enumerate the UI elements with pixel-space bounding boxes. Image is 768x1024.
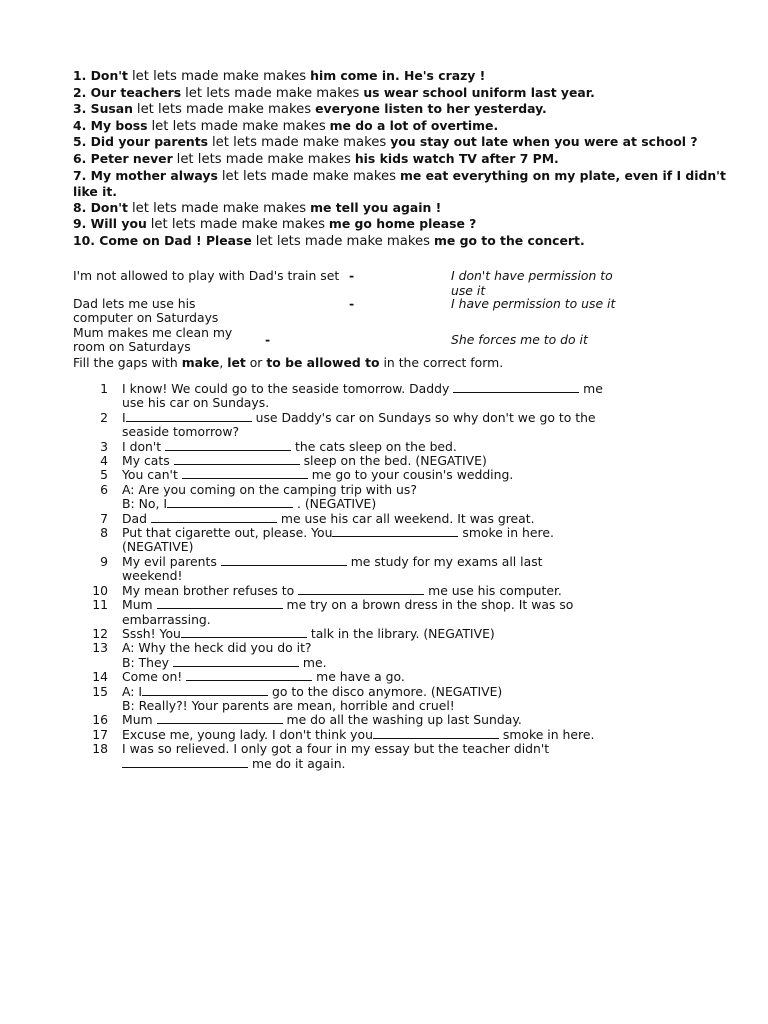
exercise-segment: me use his computer. — [424, 582, 562, 598]
exercise-segment: Mum — [122, 712, 157, 728]
exercise-text — [122, 613, 622, 627]
exercise-text — [122, 699, 622, 713]
exercise-segment: I know! We could go to the seaside tomorrow. Daddy — [122, 381, 454, 396]
exercise-segment: me study for my exams all last — [346, 553, 543, 569]
sentence-end: me do a lot of overtime. — [329, 117, 499, 133]
sentence-end: everyone listen to her yesterday. — [315, 101, 547, 117]
table-dash: - — [265, 332, 271, 347]
exercise-line — [0, 497, 768, 511]
exercise-segment: smoke in here. — [458, 525, 554, 541]
exercise-number: 13 — [92, 640, 108, 656]
sentence-start: 1. Don't — [73, 68, 128, 83]
exercise-number — [0, 699, 108, 713]
gap-fill-exercise — [0, 382, 768, 771]
answer-gap[interactable] — [122, 758, 248, 768]
sentence-line — [73, 85, 733, 102]
verb-options: let lets made make makes — [255, 233, 430, 249]
verb-options: let lets made make makes — [151, 118, 326, 134]
exercise-segment: Come on! — [122, 669, 187, 685]
exercise-line — [0, 713, 768, 727]
exercise-line — [0, 613, 768, 627]
exercise-number — [0, 656, 108, 670]
exercise-segment: the cats sleep on the bed. — [291, 438, 457, 454]
answer-gap[interactable] — [182, 469, 308, 479]
exercise-segment: I don't — [122, 438, 166, 454]
exercise-line — [0, 757, 768, 771]
instructions — [73, 355, 503, 370]
sentence-start: 10. Come on Dad ! Please — [73, 232, 252, 248]
exercise-line — [0, 569, 768, 583]
exercise-line — [0, 670, 768, 684]
table-row-right: I don't have permission to use it — [451, 268, 613, 298]
exercise-segment: go to the disco anymore. (NEGATIVE) — [268, 683, 503, 699]
exercise-segment: use Daddy's car on Sundays so why don't we go to the — [251, 409, 596, 425]
exercise-line — [0, 742, 768, 756]
exercise-text — [122, 483, 622, 497]
table-dash: - — [349, 268, 355, 283]
answer-gap[interactable] — [167, 498, 293, 508]
exercise-line — [0, 685, 768, 699]
exercise-line — [0, 382, 768, 396]
exercise-text — [122, 627, 622, 641]
exercise-text — [122, 685, 622, 699]
exercise-text — [122, 411, 622, 425]
exercise-line — [0, 598, 768, 612]
exercise-segment: me do it again. — [248, 755, 346, 771]
exercise-segment: use his car on Sundays. — [122, 395, 270, 411]
exercise-number: 8 — [100, 525, 108, 541]
exercise-text — [122, 742, 622, 756]
exercise-number: 10 — [92, 582, 108, 598]
exercise-number: 18 — [92, 741, 108, 757]
exercise-number: 3 — [100, 438, 108, 454]
sentence-start: 8. Don't — [73, 199, 128, 215]
exercise-number: 15 — [92, 683, 108, 699]
answer-gap[interactable] — [298, 585, 424, 595]
exercise-text — [122, 656, 622, 670]
verb-options: let lets made make makes — [212, 135, 387, 151]
exercise-text — [122, 440, 622, 454]
answer-gap[interactable] — [453, 383, 579, 393]
exercise-number — [0, 396, 108, 410]
exercise-segment: sleep on the bed. (NEGATIVE) — [299, 453, 487, 469]
sentence-start: 4. My boss — [73, 117, 148, 133]
sentence-end: me go to the concert. — [433, 232, 585, 248]
answer-gap[interactable] — [373, 729, 499, 739]
sentence-line — [73, 134, 733, 151]
exercise-segment: B: They — [122, 654, 173, 670]
sentence-start: 2. Our teachers — [73, 84, 182, 100]
verb-options: let lets made make makes — [221, 168, 397, 184]
instruction-let: let — [227, 355, 246, 370]
exercise-number: 2 — [100, 409, 108, 425]
exercise-segment: My cats — [122, 453, 174, 469]
sentence-line — [73, 168, 733, 200]
exercise-segment: Mum — [122, 597, 157, 613]
exercise-line — [0, 728, 768, 742]
sentence-end: us wear school uniform last year. — [363, 84, 595, 100]
exercise-segment: (NEGATIVE) — [122, 539, 194, 555]
answer-gap[interactable] — [332, 527, 458, 537]
exercise-line — [0, 512, 768, 526]
exercise-segment: Dad — [122, 510, 151, 526]
table-row-right: She forces me to do it — [451, 332, 588, 347]
sentence-line — [73, 118, 733, 135]
exercise-segment: My evil parents — [122, 553, 221, 569]
exercise-text — [122, 540, 622, 554]
exercise-text — [122, 598, 622, 612]
exercise-line — [0, 440, 768, 454]
exercise-number: 9 — [100, 553, 108, 569]
table-row-left: Mum makes me clean my room on Saturdays — [73, 325, 233, 355]
exercise-text — [122, 569, 622, 583]
exercise-segment: me — [579, 381, 603, 396]
exercise-segment: me go to your cousin's wedding. — [307, 467, 514, 483]
exercise-text — [122, 641, 622, 655]
instruction-text: Fill the gaps with — [73, 355, 182, 370]
exercise-segment: me use his car all weekend. It was great. — [276, 510, 535, 526]
exercise-text — [122, 454, 622, 468]
exercise-number — [0, 425, 108, 439]
sentence-line — [73, 68, 733, 85]
exercise-segment: B: No, I — [122, 496, 167, 512]
sentence-line — [73, 101, 733, 118]
exercise-number: 14 — [92, 669, 108, 685]
exercise-segment: A: Are you coming on the camping trip with us? — [122, 481, 417, 497]
exercise-text — [122, 526, 622, 540]
exercise-text — [122, 497, 622, 511]
exercise-number: 4 — [100, 453, 108, 469]
exercise-segment: me do all the washing up last Sunday. — [282, 712, 522, 728]
answer-gap[interactable] — [181, 628, 307, 638]
verb-options: let lets made make makes — [131, 69, 307, 84]
sentence-start: 9. Will you — [73, 216, 147, 232]
exercise-text — [122, 512, 622, 526]
exercise-segment: . (NEGATIVE) — [293, 496, 377, 512]
exercise-number — [0, 757, 108, 771]
exercise-segment: me have a go. — [312, 669, 405, 685]
answer-gap[interactable] — [157, 599, 283, 609]
sentence-start: 3. Susan — [73, 101, 133, 117]
instruction-text: in the correct form. — [379, 355, 504, 370]
sentence-end: me tell you again ! — [310, 199, 442, 215]
exercise-text — [122, 670, 622, 684]
exercise-line — [0, 483, 768, 497]
exercise-line — [0, 468, 768, 482]
table-dash: - — [349, 296, 355, 311]
exercise-segment: I was so relieved. I only got a four in my essay but the teacher didn't — [122, 741, 550, 757]
instruction-allowed: to be allowed to — [266, 355, 380, 370]
exercise-segment: I — [122, 409, 126, 425]
exercise-text — [122, 728, 622, 742]
sentence-line — [73, 216, 733, 233]
exercise-segment: B: Really?! Your parents are mean, horrible and cruel! — [122, 697, 455, 713]
exercise-segment: Sssh! You — [122, 625, 181, 641]
answer-gap[interactable] — [142, 686, 268, 696]
exercise-line — [0, 555, 768, 569]
instruction-text: or — [245, 355, 267, 370]
sentence-start: 6. Peter never — [73, 150, 173, 166]
exercise-line — [0, 411, 768, 425]
exercise-line — [0, 540, 768, 554]
exercise-number: 6 — [100, 481, 108, 497]
exercise-text — [122, 713, 622, 727]
answer-gap[interactable] — [173, 657, 299, 667]
verb-options: let lets made make makes — [136, 102, 312, 118]
sentence-end: him come in. He's crazy ! — [310, 68, 486, 83]
sentence-end: me go home please ? — [328, 216, 477, 232]
exercise-segment: embarrassing. — [122, 611, 211, 627]
exercise-line — [0, 627, 768, 641]
exercise-text — [122, 425, 622, 439]
exercise-segment: smoke in here. — [498, 726, 595, 742]
instruction-text: , — [219, 355, 228, 370]
exercise-number: 7 — [100, 510, 108, 526]
exercise-segment: My mean brother refuses to — [122, 582, 299, 598]
exercise-line — [0, 699, 768, 713]
answer-gap[interactable] — [186, 671, 312, 681]
sentence-end: me eat everything on my plate, even if I didn't like it. — [73, 167, 726, 200]
exercise-line — [0, 454, 768, 468]
exercise-text — [122, 396, 622, 410]
exercise-number: 12 — [92, 625, 108, 641]
exercise-segment: me try on a brown dress in the shop. It was so — [282, 597, 574, 613]
instruction-make: make — [181, 355, 220, 370]
exercise-number: 16 — [92, 712, 108, 728]
answer-gap[interactable] — [126, 412, 252, 422]
exercise-line — [0, 526, 768, 540]
sentence-end: his kids watch TV after 7 PM. — [354, 150, 559, 166]
exercise-segment: talk in the library. (NEGATIVE) — [306, 625, 495, 641]
exercise-number — [0, 497, 108, 511]
exercise-number: 1 — [100, 381, 108, 396]
sentence-start: 7. My mother always — [73, 167, 218, 183]
exercise-number: 17 — [92, 726, 108, 742]
sentence-line — [73, 151, 733, 168]
exercise-segment: Excuse me, young lady. I don't think you — [122, 726, 373, 742]
table-row-left: Dad lets me use his computer on Saturdays — [73, 296, 219, 326]
answer-gap[interactable] — [151, 513, 277, 523]
exercise-number — [0, 613, 108, 627]
exercise-segment: A: Why the heck did you do it? — [122, 640, 312, 656]
sentence-start: 5. Did your parents — [73, 134, 209, 150]
exercise-text — [122, 555, 622, 569]
exercise-text — [122, 584, 622, 598]
answer-gap[interactable] — [174, 455, 300, 465]
exercise-segment: seaside tomorrow? — [122, 424, 240, 440]
answer-gap[interactable] — [157, 714, 283, 724]
sentence-line — [73, 200, 733, 217]
exercise-line — [0, 584, 768, 598]
verb-options: let lets made make makes — [176, 151, 351, 167]
exercise-text — [122, 382, 622, 396]
exercise-line — [0, 641, 768, 655]
let-make-exercise — [73, 68, 733, 250]
exercise-text — [122, 468, 622, 482]
exercise-segment: me. — [298, 654, 327, 670]
exercise-line — [0, 396, 768, 410]
answer-gap[interactable] — [165, 441, 291, 451]
exercise-segment: You can't — [122, 467, 182, 483]
exercise-number — [0, 569, 108, 583]
exercise-text — [122, 757, 622, 771]
table-row-right: I have permission to use it — [451, 296, 616, 311]
exercise-line — [0, 656, 768, 670]
sentence-end: you stay out late when you were at school ? — [390, 134, 698, 150]
exercise-line — [0, 425, 768, 439]
verb-options: let lets made make makes — [150, 217, 325, 233]
exercise-segment: Put that cigarette out, please. You — [122, 525, 333, 541]
verb-options: let lets made make makes — [185, 85, 360, 101]
table-row-left: I'm not allowed to play with Dad's train set — [73, 268, 340, 283]
verb-options: let lets made make makes — [131, 200, 307, 216]
exercise-number — [0, 540, 108, 554]
sentence-line — [73, 233, 733, 250]
exercise-segment: weekend! — [122, 568, 183, 584]
exercise-segment: A: I — [122, 683, 143, 699]
exercise-number: 5 — [100, 467, 108, 483]
answer-gap[interactable] — [221, 556, 347, 566]
exercise-number: 11 — [92, 597, 108, 613]
